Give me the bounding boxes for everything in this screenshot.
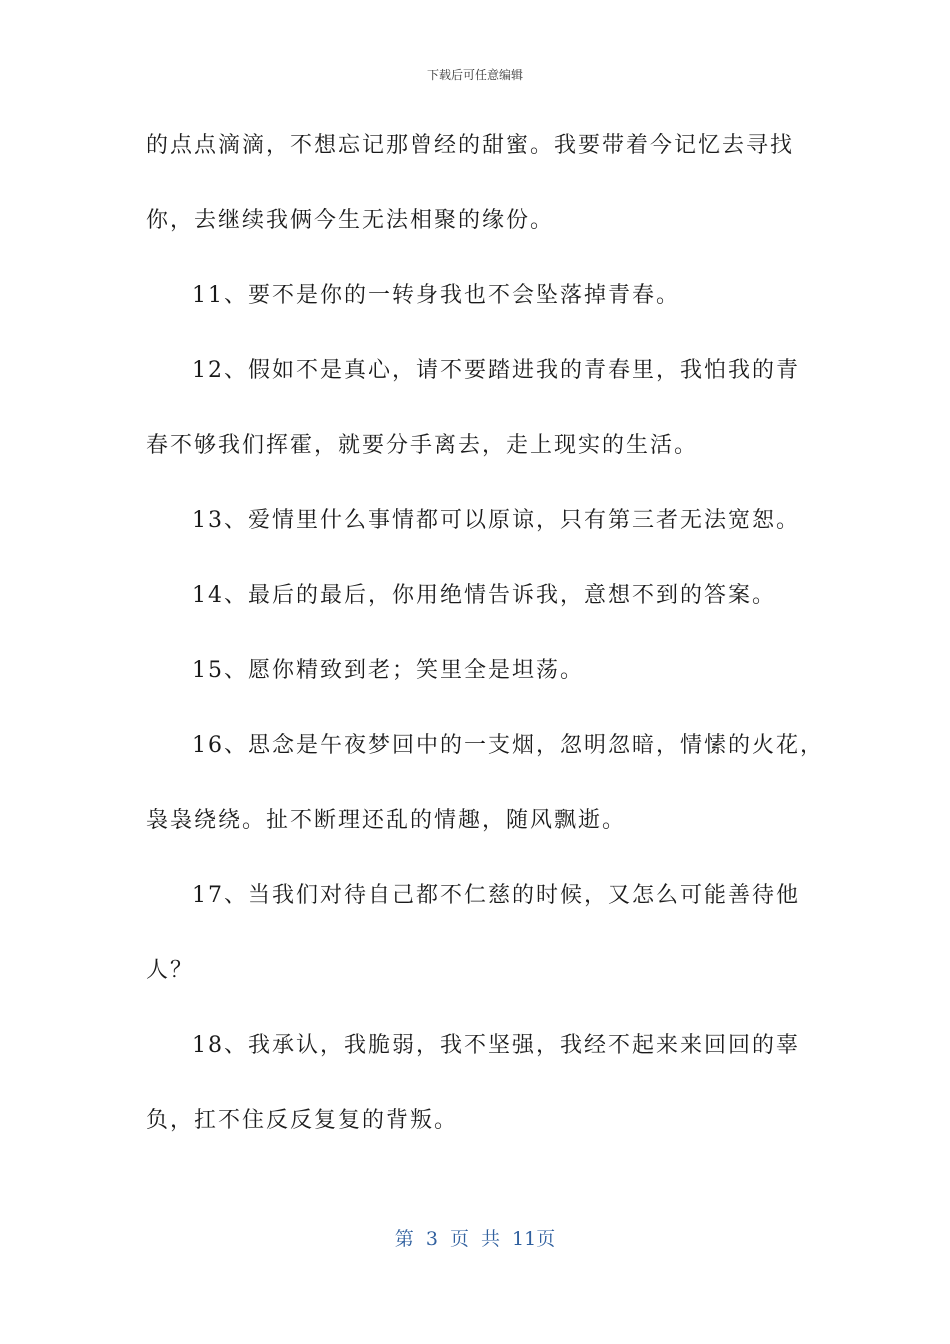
text-line: 16、思念是午夜梦回中的一支烟，忽明忽暗，情愫的火花， <box>192 733 824 758</box>
text-line: 13、爱情里什么事情都可以原谅，只有第三者无法宽恕。 <box>192 508 800 533</box>
text-line: 15、愿你精致到老；笑里全是坦荡。 <box>192 658 584 683</box>
document-body <box>146 121 824 1171</box>
text-line: 12、假如不是真心，请不要踏进我的青春里，我怕我的青 <box>192 358 800 383</box>
text-line: 的点点滴滴，不想忘记那曾经的甜蜜。我要带着今记忆去寻找 <box>146 133 795 158</box>
text-line: 负，扛不住反反复复的背叛。 <box>146 1108 459 1133</box>
page-number-footer: 第 3 页 共 11页 <box>394 1228 556 1250</box>
text-line: 17、当我们对待自己都不仁慈的时候，又怎么可能善待他 <box>192 883 800 908</box>
text-line: 11、要不是你的一转身我也不会坠落掉青春。 <box>192 283 680 308</box>
page-header: 下载后可任意编辑 <box>426 68 523 82</box>
text-line: 18、我承认，我脆弱，我不坚强，我经不起来来回回的辜 <box>192 1033 800 1058</box>
text-line: 你，去继续我俩今生无法相聚的缘份。 <box>146 208 555 233</box>
text-line: 14、最后的最后，你用绝情告诉我，意想不到的答案。 <box>192 583 776 608</box>
text-line: 袅袅绕绕。扯不断理还乱的情趣，随风飘逝。 <box>146 808 627 833</box>
text-line: 春不够我们挥霍，就要分手离去，走上现实的生活。 <box>146 433 699 458</box>
text-line: 人？ <box>146 958 195 983</box>
